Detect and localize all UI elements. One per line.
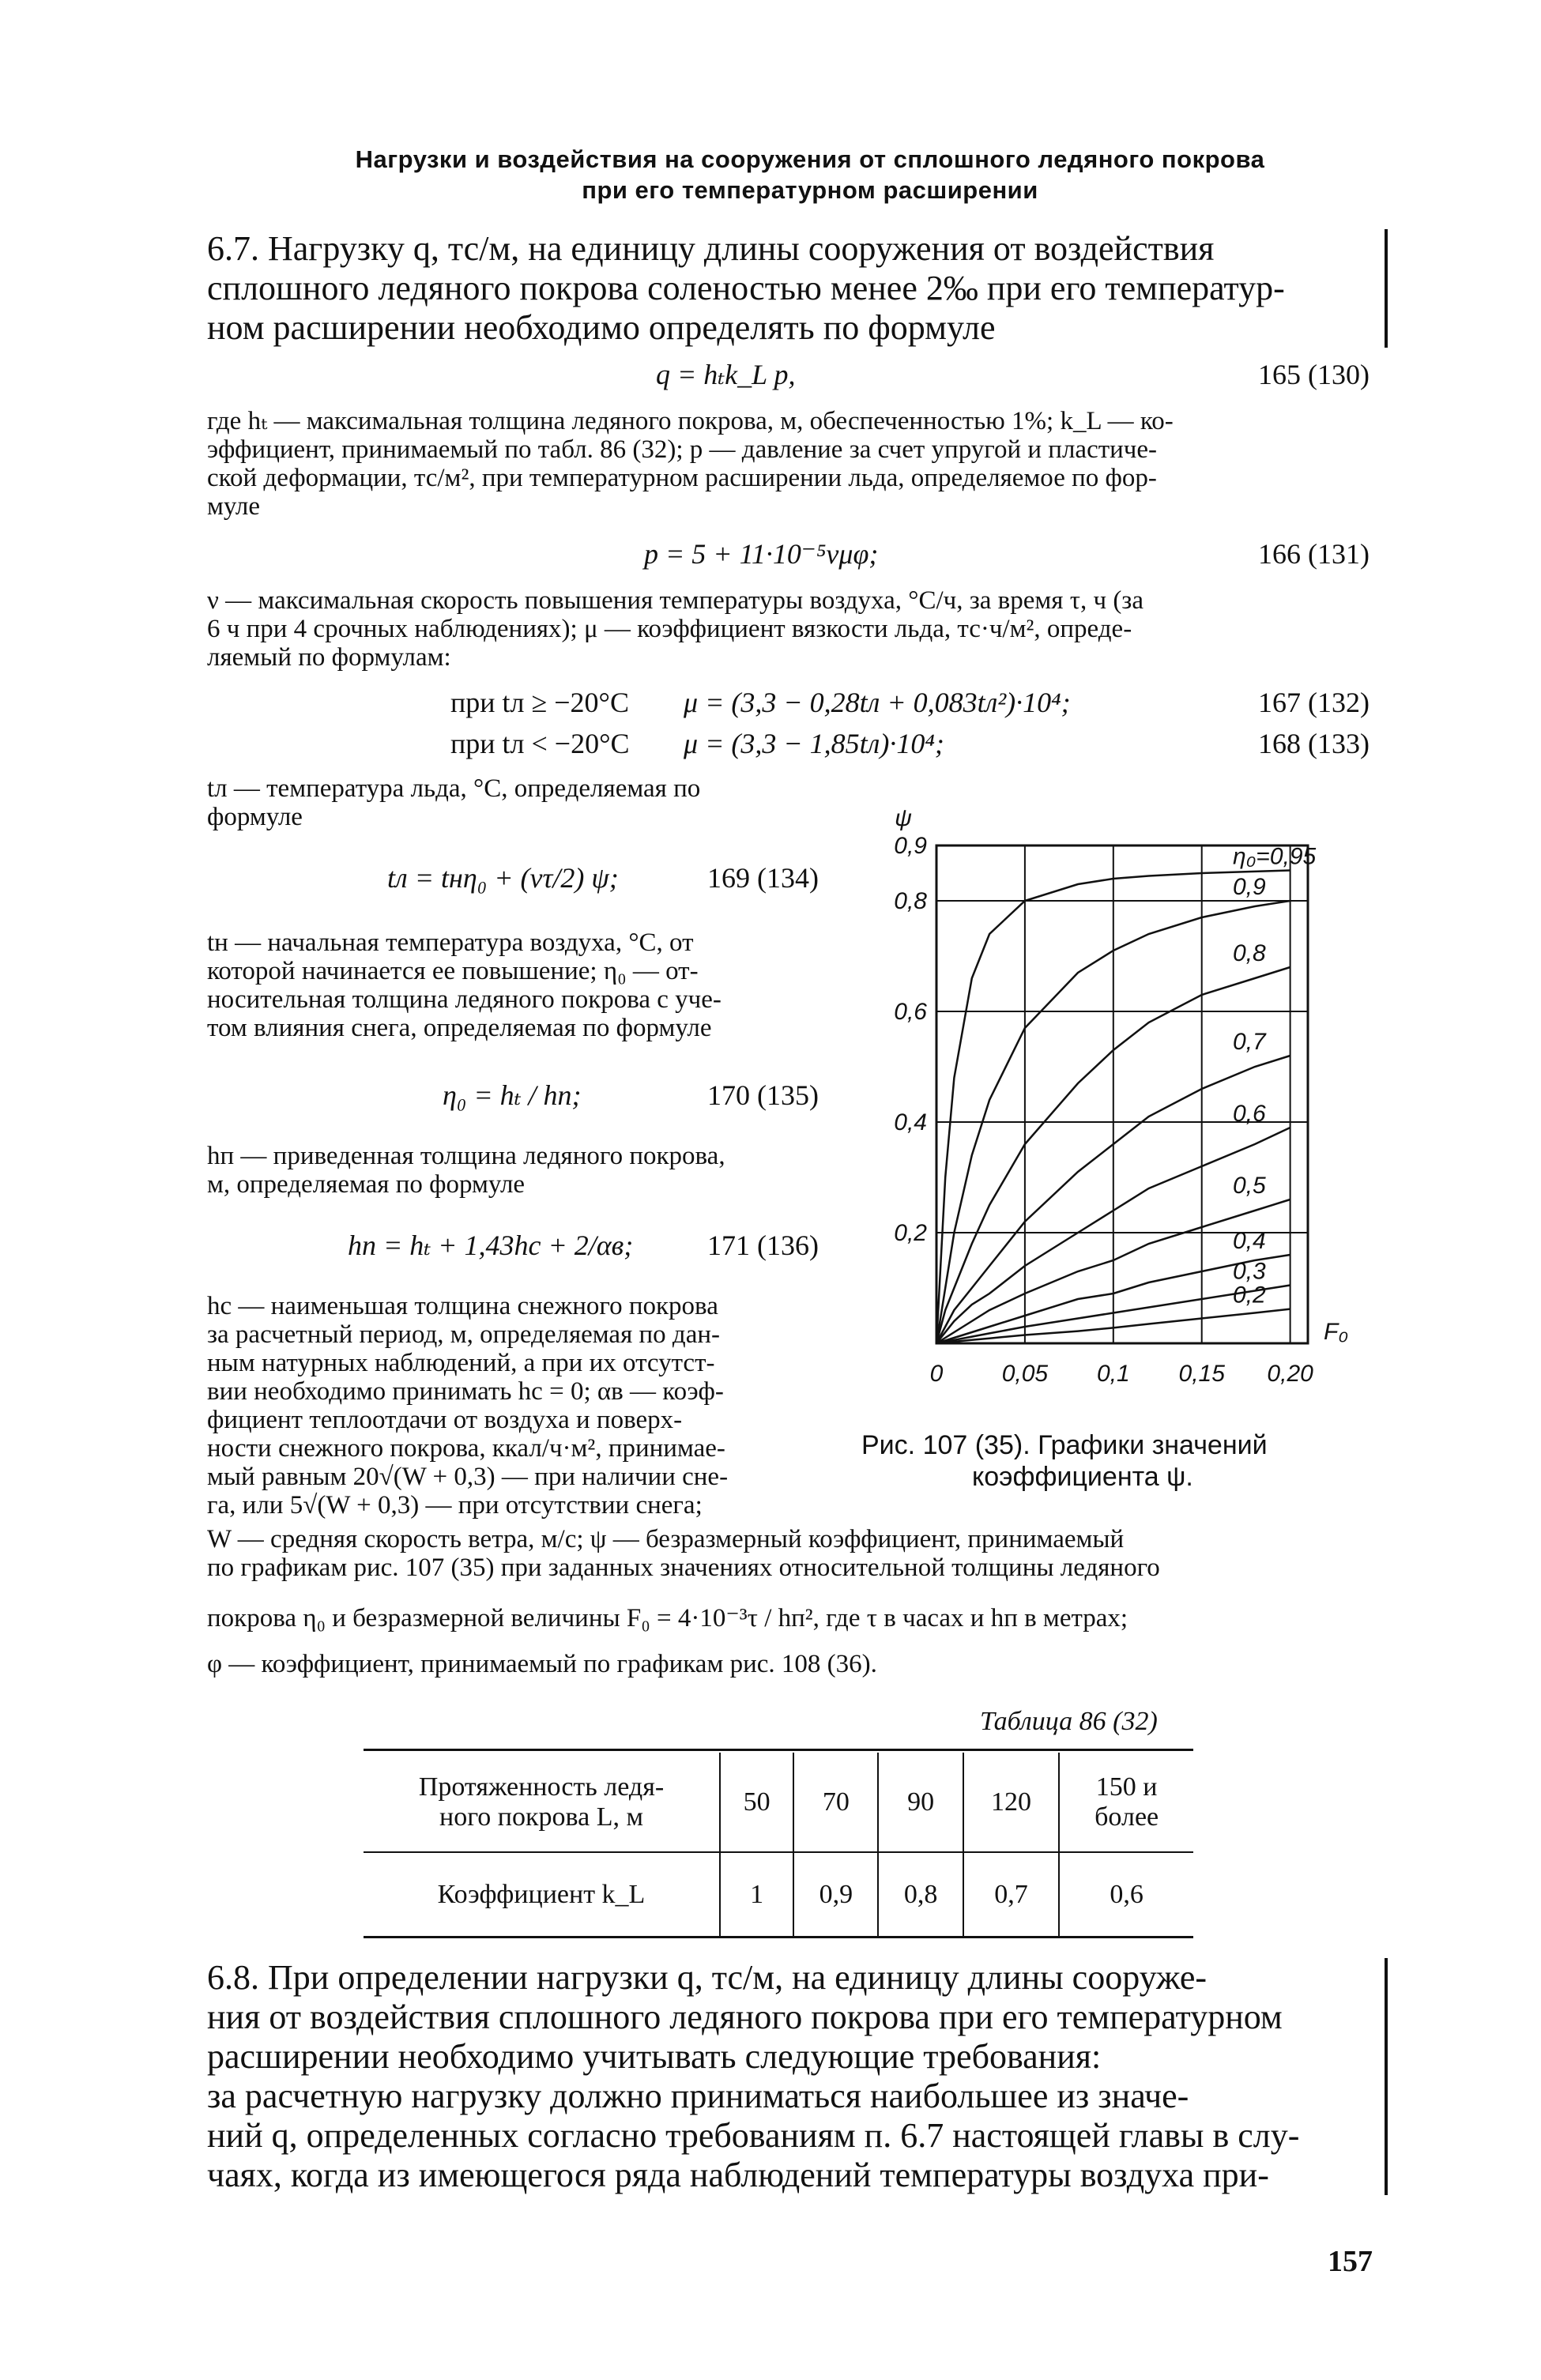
formula-number-168: 168 (133) [1258,728,1370,759]
table-cell: 0,6 [1059,1852,1193,1936]
series-label: 0,5 [1233,1173,1266,1199]
series-label: 0,3 [1233,1258,1266,1285]
table-row [364,1852,1193,1936]
section-heading-line-1: Нагрузки и воздействия на сооружения от сплошного ледяного покрова [355,145,1265,173]
figure-caption-line-2: коэффициента ψ. [972,1462,1193,1492]
series-label: η₀=0,95 [1233,843,1317,870]
series-label: 0,8 [1233,940,1266,966]
table-cell: 0,7 [963,1852,1059,1936]
para-6-8-line-6: чаях, когда из имеющегося ряда наблюдений температуры воздуха при- [207,2156,1269,2194]
hp-line-2: м, определяемая по формуле [207,1170,526,1199]
formula-168-condition: при tл < −20°C [450,728,630,759]
formula-number-166: 166 (131) [1258,538,1370,570]
where-line-3: ской деформации, тс/м², при температурном расширении льда, определяемое по фор- [207,464,1157,492]
y-tick-label: 0,4 [894,1109,927,1135]
hp-line-1: hп — приведенная толщина ледяного покрова, [207,1142,725,1170]
y-axis-label: ψ [895,805,912,831]
table-bottom-rule [364,1936,1193,1938]
where-line-2: эффициент, принимаемый по табл. 86 (32); p — давление за счет упругой и пластиче- [207,435,1158,464]
margin-change-bar [1385,229,1388,348]
coefficient-table [364,1753,1193,1936]
para-6-8-line-1: 6.8. При определении нагрузки q, тс/м, на единицу длины сооруже- [207,1958,1208,1997]
tn-line-1: tн — начальная температура воздуха, °С, от [207,928,694,957]
formula-number-165: 165 (130) [1258,359,1370,390]
hc-line-5: фициент теплоотдачи от воздуха и поверх- [207,1406,683,1434]
formula-number-167: 167 (132) [1258,687,1370,718]
x-tick-label: 0,20 [1267,1361,1313,1387]
nu-line-3: ляемый по формулам: [207,643,451,672]
para-6-8-line-2: ния от воздействия сплошного ледяного покрова при его температурном [207,1998,1283,2036]
hc-line-6: ности снежного покрова, ккал/ч·м², принимае- [207,1434,725,1463]
x-axis-label: F₀ [1324,1319,1348,1345]
x-tick-label: 0,15 [1178,1361,1225,1387]
table-header-cell: 50 [720,1753,793,1852]
series-label: 0,7 [1233,1029,1266,1055]
series-label: 0,2 [1233,1282,1266,1309]
w-line-4: φ — коэффициент, принимаемый по графикам рис. 108 (36). [207,1650,877,1678]
y-tick-label: 0,6 [894,999,927,1025]
hc-line-8: га, или 5√(W + 0,3) — при отсутствии снега; [207,1491,703,1520]
figure-caption-line-1: Рис. 107 (35). Графики значений [861,1430,1268,1460]
tl-line-1: tл — температура льда, °С, определяемая по [207,774,701,803]
x-tick-label: 0,1 [1096,1361,1130,1387]
y-tick-label: 0,2 [894,1220,927,1246]
para-6-7-line-3: ном расширении необходимо определять по формуле [207,308,996,347]
formula-165: q = hₜk_L p, [656,359,796,390]
formula-167-condition: при tл ≥ −20°C [450,687,629,718]
formula-number-170: 170 (135) [707,1079,819,1111]
y-tick-label: 0,8 [894,888,927,914]
tn-line-4: том влияния снега, определяемая по формуле [207,1014,712,1042]
table-header-cell: 120 [963,1753,1059,1852]
formula-number-171: 171 (136) [707,1230,819,1261]
formula-170: η₀ = hₜ / hп; [443,1079,582,1111]
psi-chart [857,798,1363,1407]
formula-169: tл = tнη₀ + (ντ/2) ψ; [387,862,619,894]
table-header-cell: 90 [878,1753,963,1852]
table-header-label: Протяженность ледя- ного покрова L, м [364,1753,720,1852]
margin-change-bar [1385,1958,1388,2195]
tn-line-2: которой начинается ее повышение; η₀ — от- [207,957,699,985]
hc-line-7: мый равным 20√(W + 0,3) — при наличии сне- [207,1463,729,1491]
tl-line-2: формуле [207,803,303,831]
formula-168: μ = (3,3 − 1,85tл)·10⁴; [684,728,944,759]
series-label: 0,9 [1233,874,1266,900]
page-number: 157 [1328,2245,1373,2278]
formula-number-169: 169 (134) [707,862,819,894]
x-tick-label: 0 [929,1361,944,1387]
nu-line-1: ν — максимальная скорость повышения температуры воздуха, °С/ч, за время τ, ч (за [207,586,1144,615]
nu-line-2: 6 ч при 4 срочных наблюдениях); μ — коэффициент вязкости льда, тс·ч/м², опреде- [207,615,1132,643]
table-row-label: Коэффициент k_L [364,1852,720,1936]
formula-171: hп = hₜ + 1,43hс + 2/αв; [348,1230,634,1261]
where-line-1: где hₜ — максимальная толщина ледяного покрова, м, обеспеченностью 1%; k_L — ко- [207,407,1174,435]
formula-167: μ = (3,3 − 0,28tл + 0,083tл²)·10⁴; [684,687,1071,718]
series-label: 0,6 [1233,1101,1266,1127]
table-top-rule [364,1749,1193,1751]
hc-line-3: ным натурных наблюдений, а при их отсутст- [207,1349,715,1377]
hc-line-1: hс — наименьшая толщина снежного покрова [207,1292,718,1320]
w-line-1: W — средняя скорость ветра, м/с; ψ — безразмерный коэффициент, принимаемый [207,1525,1125,1553]
section-heading-line-2: при его температурном расширении [582,176,1038,204]
tn-line-3: носительная толщина ледяного покрова с уче- [207,985,722,1014]
para-6-8-line-3: расширении необходимо учитывать следующие требования: [207,2037,1102,2076]
table-header-cell: 150 и более [1059,1753,1193,1852]
hc-line-4: вии необходимо принимать hс = 0; αв — коэф- [207,1377,724,1406]
w-line-2: по графикам рис. 107 (35) при заданных значениях относительной толщины ледяного [207,1553,1160,1582]
formula-166: p = 5 + 11·10⁻⁵νμφ; [644,538,879,570]
para-6-8-line-5: ний q, определенных согласно требованиям п. 6.7 настоящей главы в слу- [207,2116,1300,2155]
table-cell: 0,9 [793,1852,878,1936]
series-label: 0,4 [1233,1228,1266,1254]
para-6-7-line-1: 6.7. Нагрузку q, тс/м, на единицу длины сооружения от воздействия [207,229,1215,268]
table-cell: 1 [720,1852,793,1936]
y-tick-label: 0,9 [894,833,927,859]
w-line-3: покрова η₀ и безразмерной величины F₀ = 4·10⁻³τ / hп², где τ в часах и hп в метрах; [207,1604,1128,1632]
table-title: Таблица 86 (32) [980,1707,1158,1736]
hc-line-2: за расчетный период, м, определяемая по дан- [207,1320,720,1349]
para-6-7-line-2: сплошного ледяного покрова соленостью менее 2‰ при его температур- [207,269,1285,307]
table-cell: 0,8 [878,1852,963,1936]
where-line-4: муле [207,492,261,521]
x-tick-label: 0,05 [1001,1361,1049,1387]
table-header-cell: 70 [793,1753,878,1852]
para-6-8-line-4: за расчетную нагрузку должно приниматься наибольшее из значе- [207,2077,1189,2115]
table-header-row [364,1753,1193,1852]
